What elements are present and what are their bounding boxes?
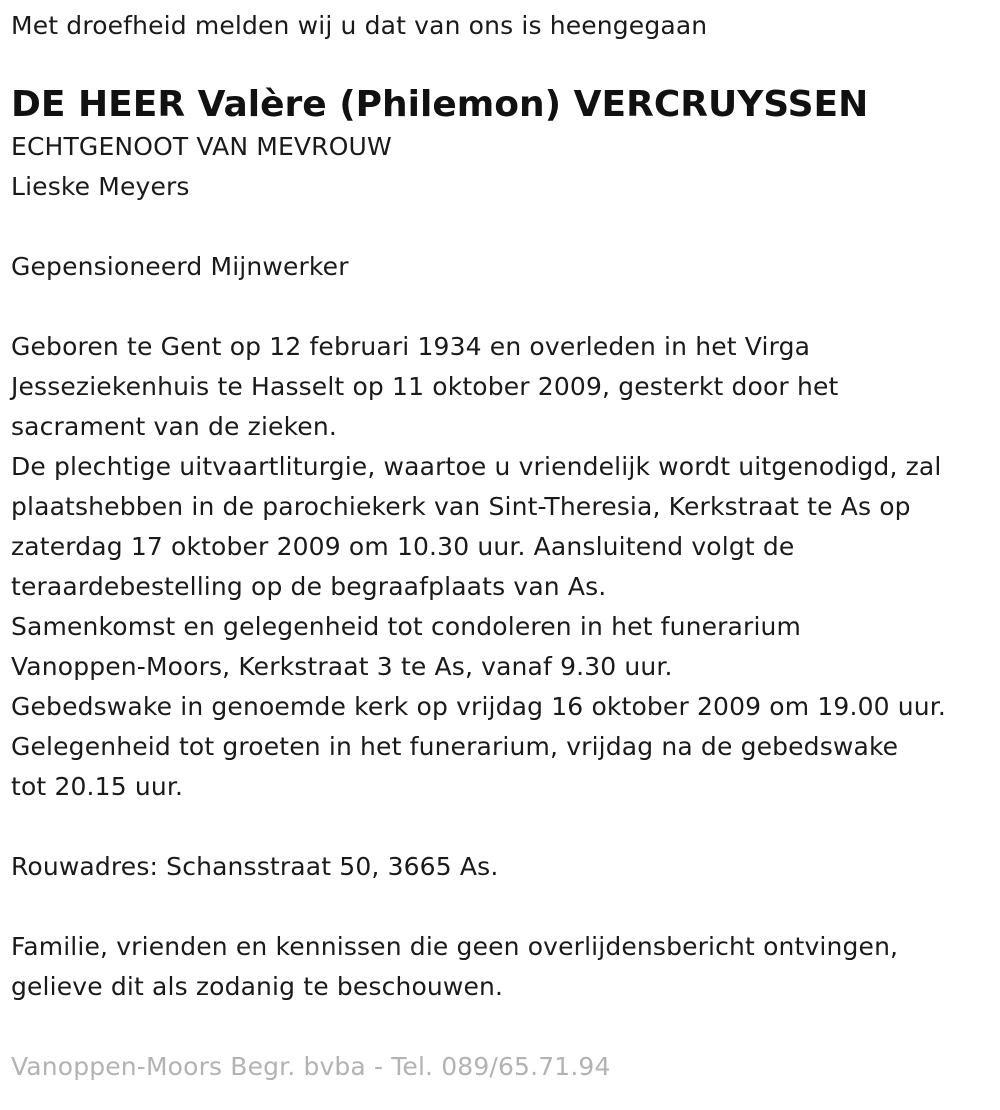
notice-line: gelieve dit als zodanig te beschouwen. [11, 972, 504, 1001]
body-line: Samenkomst en gelegenheid tot condoleren in het funerarium [11, 612, 802, 641]
relation-text: ECHTGENOOT VAN MEVROUW [11, 132, 392, 161]
intro-text: Met droefheid melden wij u dat van ons is heengegaan [11, 11, 708, 40]
body-line: De plechtige uitvaartliturgie, waartoe u vriendelijk wordt uitgenodigd, zal [11, 452, 942, 481]
body-line: tot 20.15 uur. [11, 772, 184, 801]
spacer [11, 207, 996, 247]
body-line: plaatshebben in de parochiekerk van Sint-Theresia, Kerkstraat te As op [11, 492, 911, 521]
body-paragraph [11, 327, 996, 807]
body-line: Gebedswake in genoemde kerk op vrijdag 16 oktober 2009 om 19.00 uur. [11, 692, 946, 721]
obituary-notice [11, 0, 996, 1087]
spacer [11, 1007, 996, 1047]
deceased-name: DE HEER Valère (Philemon) VERCRUYSSEN [11, 84, 869, 125]
body-line: teraardebestelling op de begraafplaats van As. [11, 572, 607, 601]
occupation-text: Gepensioneerd Mijnwerker [11, 252, 349, 281]
body-line: zaterdag 17 oktober 2009 om 10.30 uur. Aansluitend volgt de [11, 532, 795, 561]
body-line: sacrament van de zieken. [11, 412, 337, 441]
spacer [11, 807, 996, 847]
body-line: Vanoppen-Moors, Kerkstraat 3 te As, vanaf 9.30 uur. [11, 652, 673, 681]
notice-line: Familie, vrienden en kennissen die geen overlijdensbericht ontvingen, [11, 932, 899, 961]
body-line: Geboren te Gent op 12 februari 1934 en overleden in het Virga [11, 332, 811, 361]
spacer [11, 887, 996, 927]
body-line: Jesseziekenhuis te Hasselt op 11 oktober 2009, gesterkt door het [11, 372, 839, 401]
body-line: Gelegenheid tot groeten in het funerarium, vrijdag na de gebedswake [11, 732, 899, 761]
mourning-address: Rouwadres: Schansstraat 50, 3665 As. [11, 852, 499, 881]
funeral-home-footer: Vanoppen-Moors Begr. bvba - Tel. 089/65.71.94 [11, 1052, 611, 1081]
spacer [11, 287, 996, 327]
spouse-name: Lieske Meyers [11, 172, 190, 201]
